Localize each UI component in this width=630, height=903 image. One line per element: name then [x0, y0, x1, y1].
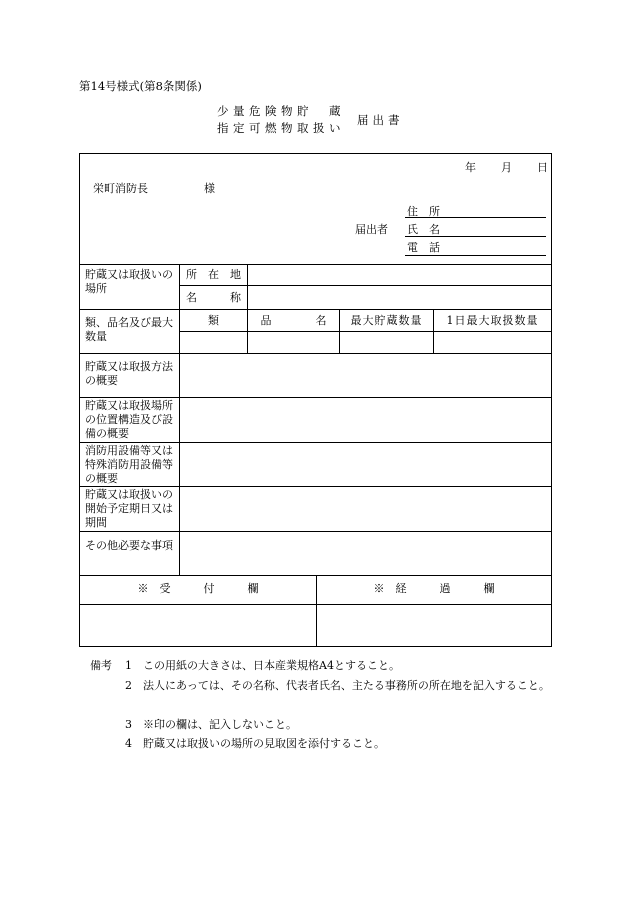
- row-line: [80, 531, 551, 532]
- honorific: 様: [204, 182, 215, 195]
- note-num-2: 2: [125, 679, 132, 692]
- col-daily-max: 1日最大取扱数量: [446, 314, 539, 327]
- location-name-label: 名 称: [186, 291, 241, 304]
- date-day: 日: [537, 161, 548, 174]
- note-text-4: 貯蔵又は取扱いの場所の見取図を添付すること。: [143, 737, 385, 750]
- row-line: [80, 486, 551, 487]
- row-line: [80, 353, 551, 354]
- address-label: 住 所: [407, 205, 440, 218]
- note-text-1: この用紙の大きさは、日本産業規格A4とすること。: [143, 659, 400, 672]
- row-line: [180, 331, 551, 332]
- fire-equipment-label: 消防用設備等又は特殊消防用設備等の概要: [85, 444, 173, 485]
- row-line: [180, 285, 551, 286]
- name-underline: [405, 236, 546, 237]
- other-label: その他必要な事項: [85, 539, 173, 552]
- address-underline: [405, 217, 546, 218]
- start-date-label: 貯蔵又は取扱いの開始予定期日又は期間: [85, 488, 173, 529]
- note-text-3: ※印の欄は、記入しないこと。: [143, 718, 297, 731]
- name-label: 氏 名: [407, 223, 440, 236]
- location-label: 貯蔵又は取扱いの場所: [85, 268, 173, 295]
- notes-heading: 備考: [90, 659, 112, 672]
- col-max-storage: 最大貯蔵数量: [350, 314, 423, 327]
- col-type: 類: [208, 314, 219, 327]
- title-line-2: 指定可燃物取扱い: [217, 121, 345, 135]
- note-num-1: 1: [125, 659, 132, 672]
- addressee: 栄町消防長: [93, 182, 148, 195]
- row-line: [80, 264, 551, 265]
- structure-label: 貯蔵又は取扱場所の位置構造及び設備の概要: [85, 399, 173, 440]
- notifier-label: 届出者: [355, 223, 388, 236]
- form-number: 第14号様式(第8条関係): [79, 79, 202, 93]
- form-table: [79, 153, 552, 647]
- row-line: [80, 442, 551, 443]
- note-text-2: 法人にあっては、その名称、代表者氏名、主たる事務所の所在地を記入すること。: [143, 679, 550, 692]
- progress-label: ※ 経 過 欄: [373, 582, 495, 595]
- date-month: 月: [501, 161, 512, 174]
- method-label: 貯蔵又は取扱方法の概要: [85, 360, 173, 387]
- reception-label: ※ 受 付 欄: [137, 582, 259, 595]
- title-suffix: 届出書: [357, 113, 404, 127]
- title-line-1: 少量危険物貯 蔵: [217, 104, 345, 118]
- note-num-3: 3: [125, 718, 132, 731]
- location-address-label: 所 在 地: [186, 268, 241, 281]
- col-product: 品 名: [260, 314, 327, 327]
- col-line: [179, 264, 180, 575]
- note-num-4: 4: [125, 737, 132, 750]
- phone-underline: [405, 255, 546, 256]
- row-line: [80, 397, 551, 398]
- type-label: 類、品名及び最大数量: [85, 316, 173, 343]
- phone-label: 電 話: [407, 241, 440, 254]
- col-line: [247, 264, 248, 309]
- row-line: [80, 309, 551, 310]
- date-year: 年: [465, 161, 476, 174]
